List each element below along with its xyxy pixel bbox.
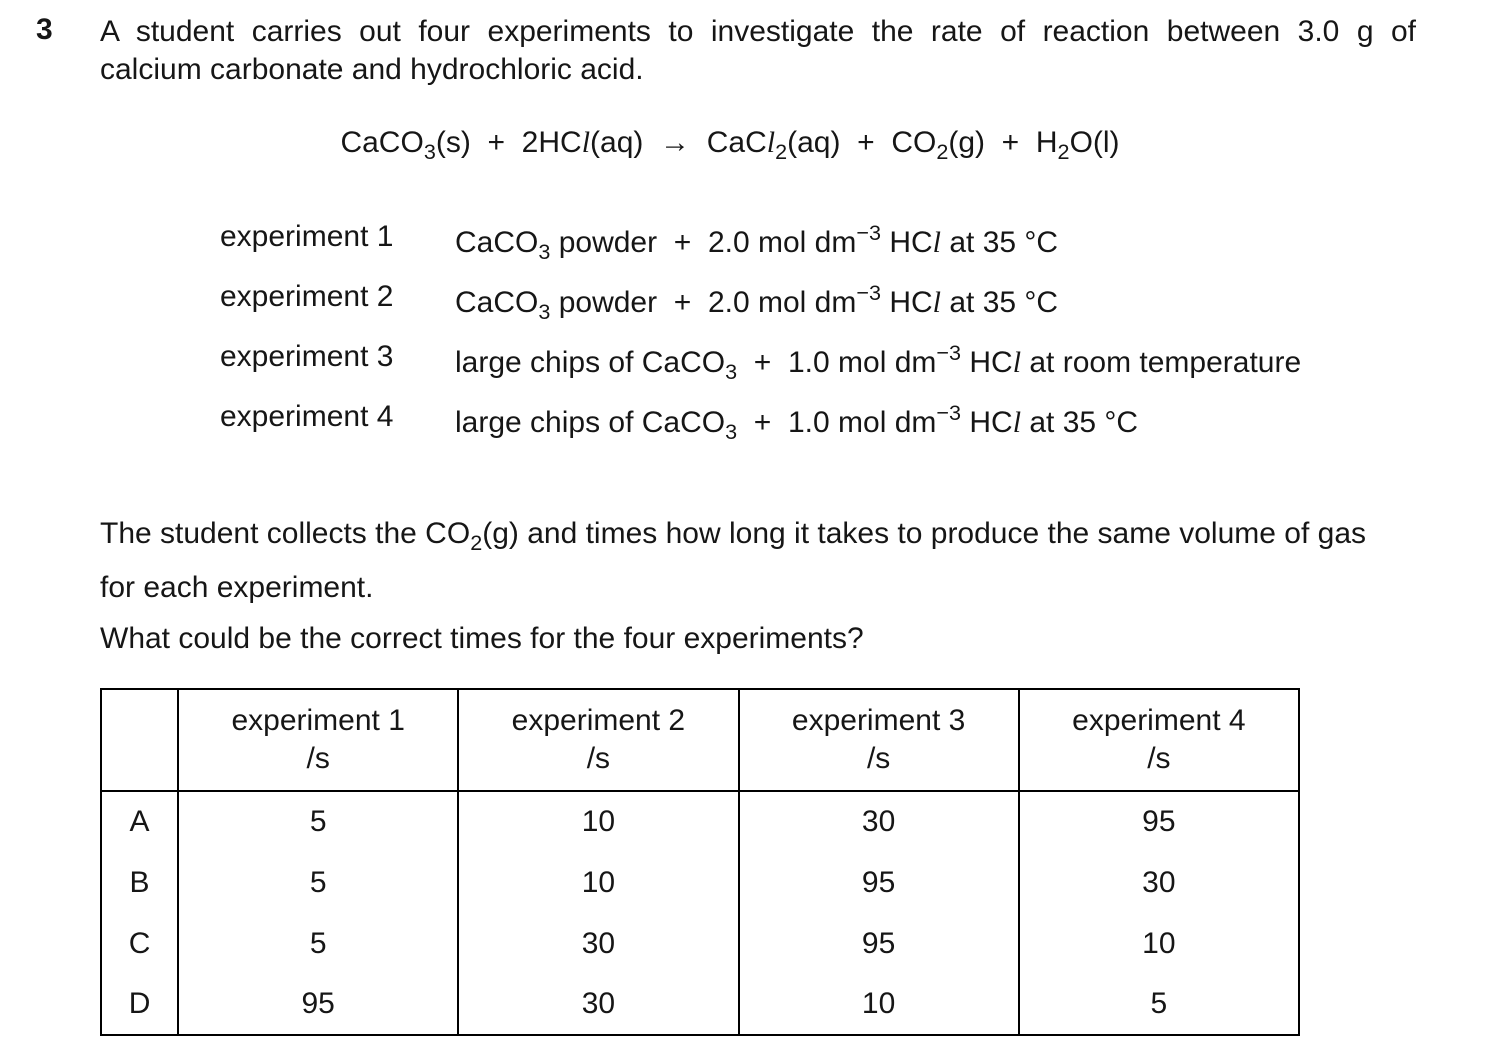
option-row-b — [101, 852, 1299, 913]
results-table — [100, 688, 1300, 1036]
option-letter-a: A — [101, 791, 178, 852]
experiment-1-label: experiment 1 — [220, 220, 394, 253]
results-table-header — [101, 689, 1299, 791]
time-value: 10 — [739, 974, 1019, 1035]
header-cell-experiment-4 — [1019, 689, 1299, 791]
experiment-2-description: CaCO$_3$ powder + 2.0 mol $dm^{-3}$ HCl at 35 °C — [455, 280, 1059, 324]
header-cell-experiment-3 — [739, 689, 1019, 791]
experiment-3-label: experiment 3 — [220, 340, 394, 373]
question-number: 3 — [36, 13, 53, 46]
experiment-4-description: large chips of CaCO$_3$ + 1.0 mol $dm^{-3}$ HCl at 35 °C — [455, 400, 1139, 444]
collection-paragraph-line-1: The student collects the $CO_2(g)$ and times how long it takes to produce the same volume of gas — [100, 517, 1367, 555]
intro-line-2: calcium carbonate and hydrochloric acid. — [100, 53, 644, 86]
intro-paragraph — [100, 13, 1416, 89]
collection-paragraph-line-2: for each experiment. — [100, 571, 374, 604]
header-row — [101, 689, 1299, 791]
time-value: 5 — [178, 913, 458, 974]
header-cell-experiment-1 — [178, 689, 458, 791]
option-letter-c: C — [101, 913, 178, 974]
time-value: 95 — [178, 974, 458, 1035]
time-value: 10 — [458, 852, 738, 913]
time-value: 95 — [739, 852, 1019, 913]
time-value: 30 — [458, 974, 738, 1035]
column-header-unit: /s — [586, 742, 611, 775]
option-letter-b: B — [101, 852, 178, 913]
column-header-unit: /s — [306, 742, 330, 775]
time-value: 30 — [1019, 852, 1299, 913]
header-cell-experiment-2 — [458, 689, 738, 791]
experiment-2-label: experiment 2 — [220, 280, 394, 313]
column-header-label: experiment 4 — [1072, 704, 1246, 737]
time-value: 5 — [178, 852, 458, 913]
option-row-d — [101, 974, 1299, 1035]
time-value: 95 — [1019, 791, 1299, 852]
column-header-label: experiment 2 — [511, 704, 686, 737]
corner-cell — [101, 689, 178, 791]
column-header-label: experiment 3 — [791, 704, 966, 737]
time-value: 10 — [1019, 913, 1299, 974]
experiment-row-4 — [0, 400, 1500, 442]
question-text: What could be the correct times for the four experiments? — [100, 622, 864, 655]
column-header-label: experiment 1 — [231, 704, 405, 737]
time-value: 95 — [739, 913, 1019, 974]
column-header-unit: /s — [866, 742, 891, 775]
time-value: 10 — [458, 791, 738, 852]
experiment-1-description: CaCO$_3$ powder + 2.0 mol $dm^{-3}$ HCl at 35 °C — [455, 220, 1059, 264]
time-value: 5 — [1019, 974, 1299, 1035]
time-value: 30 — [458, 913, 738, 974]
time-value: 30 — [739, 791, 1019, 852]
experiment-row-2 — [0, 280, 1500, 322]
option-row-c — [101, 913, 1299, 974]
experiment-row-3 — [0, 340, 1500, 382]
experiment-row-1 — [0, 220, 1500, 262]
chemical-equation: CaCO$_3$(s) + 2HCl(aq) → CaCl$_2$(aq) + $CO_2(g) + H_2O(l)$ — [340, 126, 1120, 164]
experiment-4-label: experiment 4 — [220, 400, 394, 433]
column-header-unit: /s — [1147, 742, 1171, 775]
option-row-a — [101, 791, 1299, 852]
intro-line-1: A student carries out four experiments to investigate the rate of reaction between 3.0 g of — [100, 15, 1416, 48]
option-letter-d: D — [101, 974, 178, 1035]
experiment-3-description: large chips of CaCO$_3$ + 1.0 mol $dm^{-3}$ HCl at room temperature — [455, 340, 1302, 384]
time-value: 5 — [178, 791, 458, 852]
results-table-body — [101, 791, 1299, 1035]
